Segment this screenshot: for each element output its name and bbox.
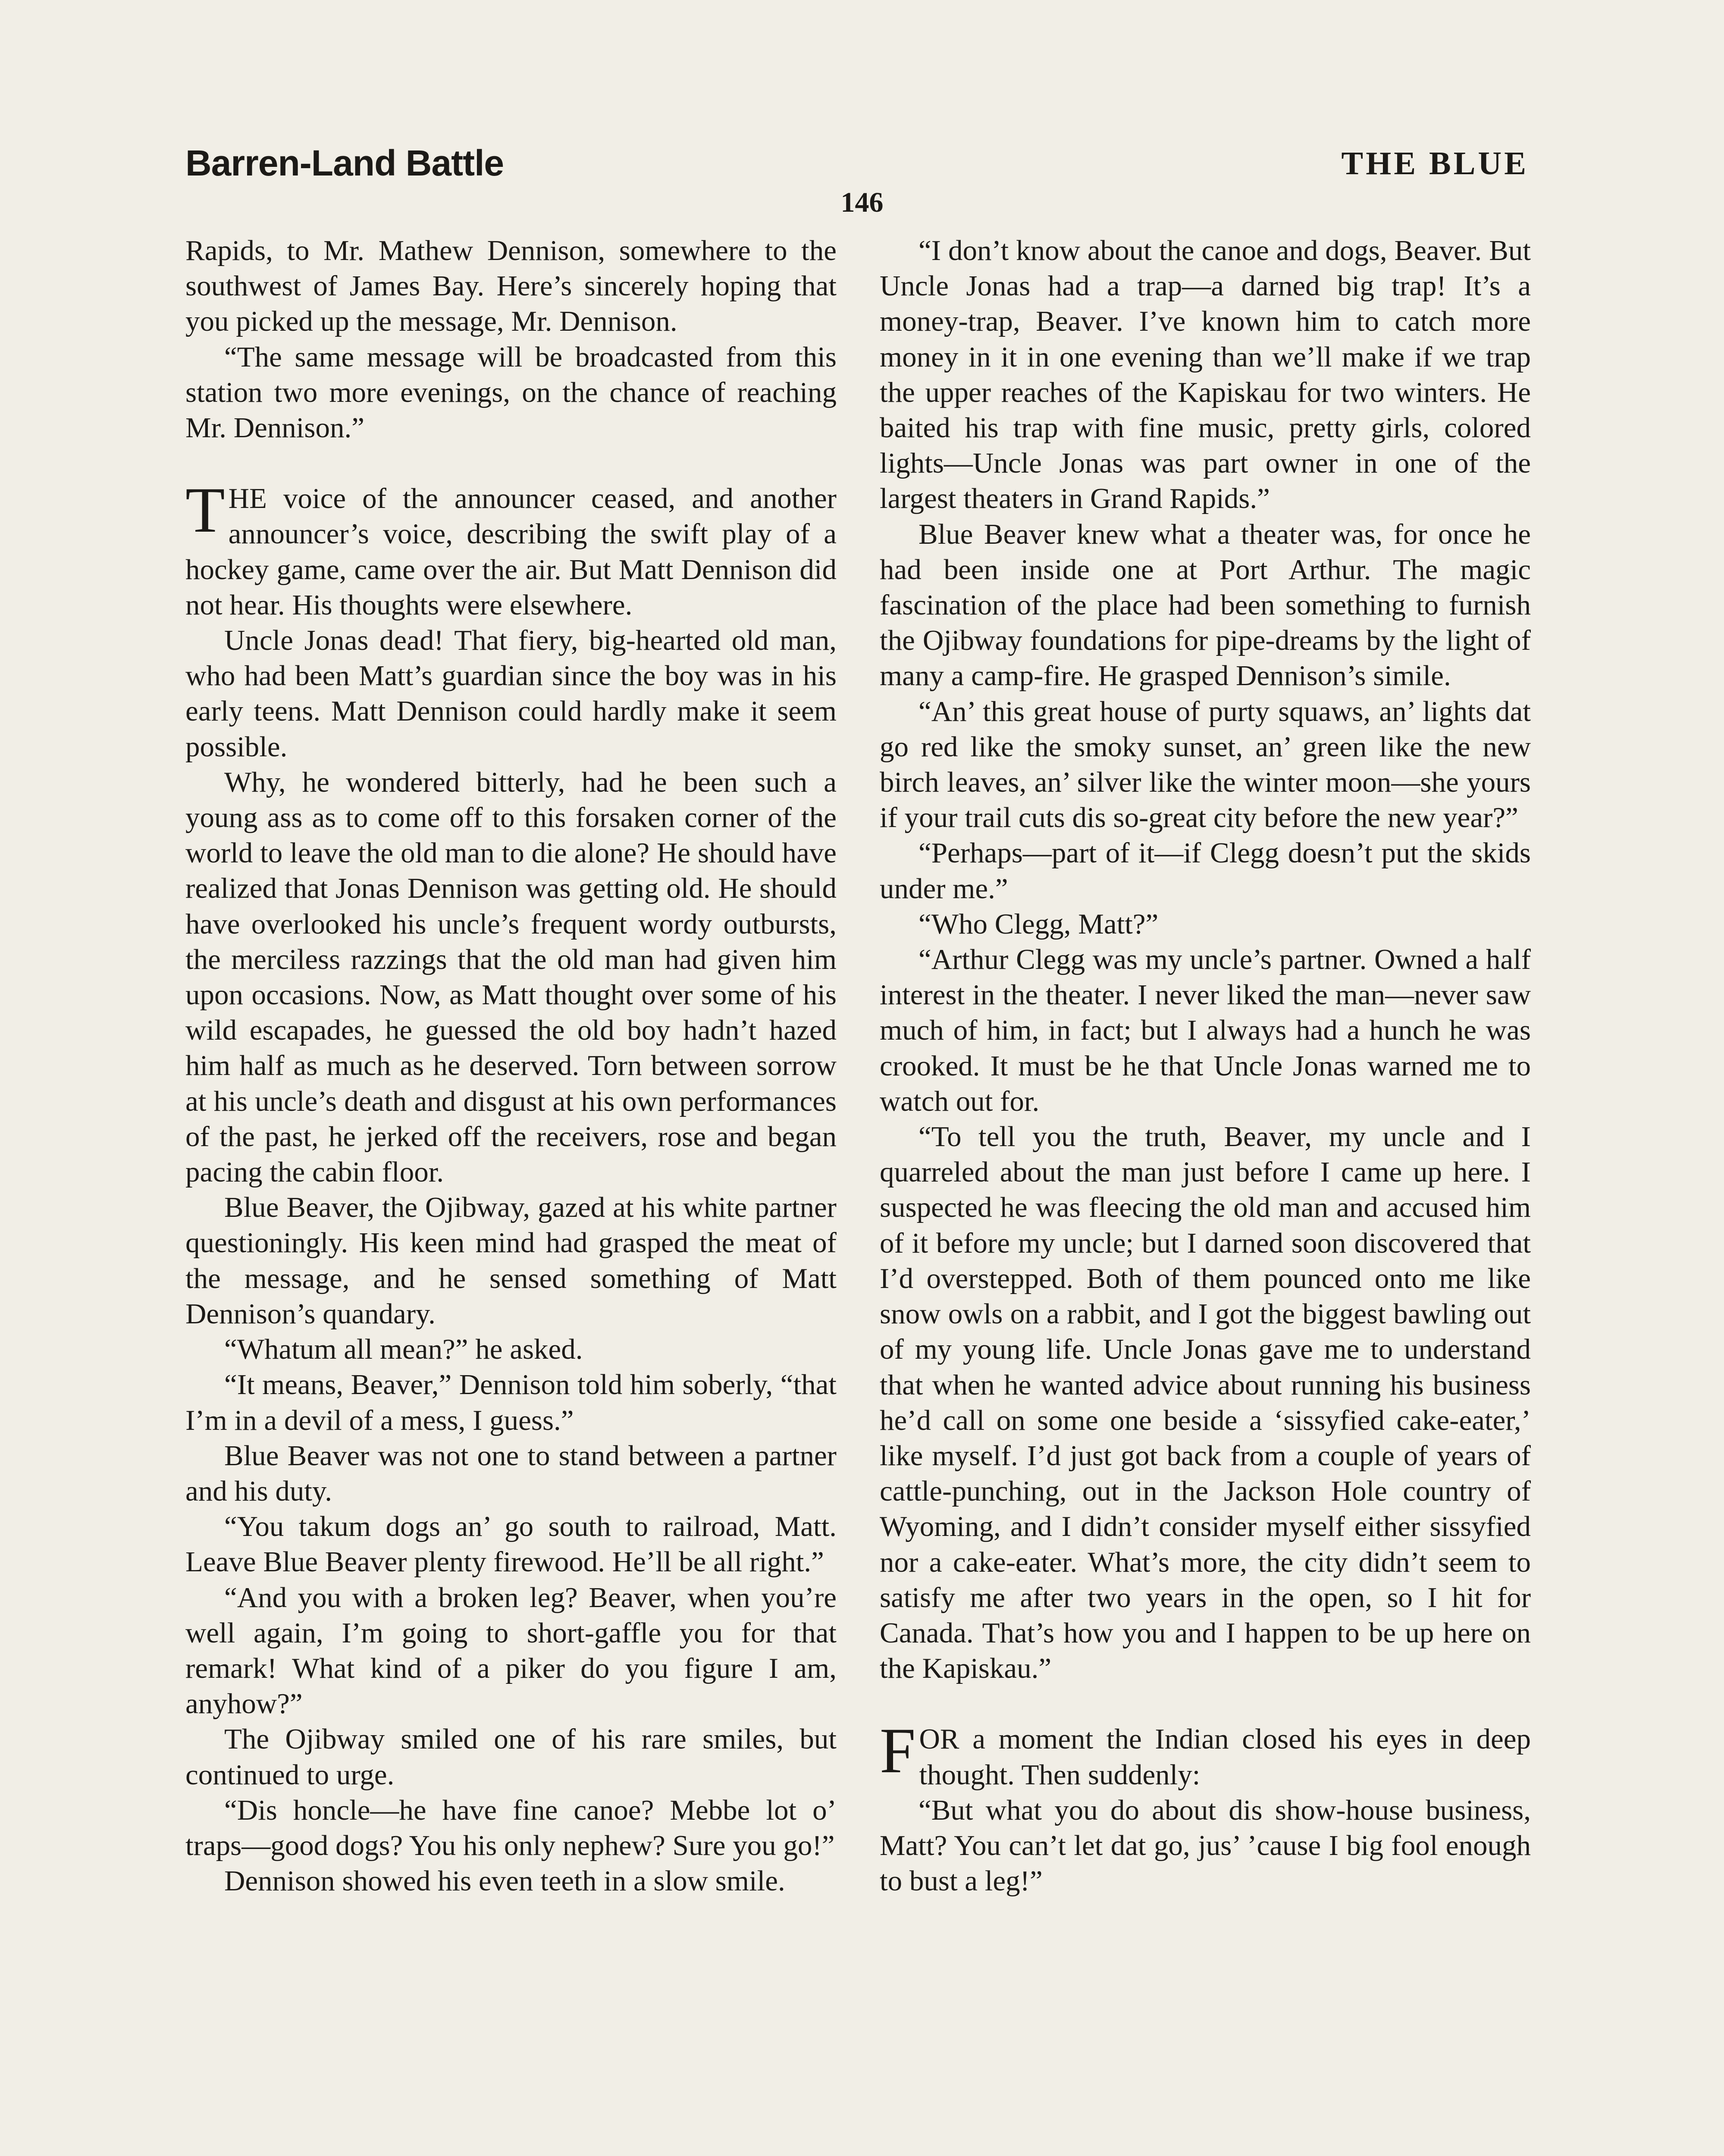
paragraph: Dennison showed his even teeth in a slow smile. [224,1865,785,1897]
paragraph: “I don’t know about the canoe and dogs, Beaver. But Uncle Jonas had a trap—a darned big trap! It’s a money-trap, Beaver. I’ve known him to catch more money in it in one evening than we’ll make if we trap the upper reaches of the Kapiskau for two winters. He baited his trap with fine music, pretty girls, colored lights—Uncle Jonas was part owner in one of the largest theaters in Grand Rapids.” [880,235,1531,515]
drop-cap: F [880,1715,916,1787]
paragraph: “Who Clegg, Matt?” [918,908,1159,940]
paragraph: “You takum dogs an’ go south to railroad, Matt. Leave Blue Beaver plenty firewood. He’ll be all right.” [185,1510,837,1578]
paragraph: “An’ this great house of purty squaws, an’ lights dat go red like the smoky sunset, an’ green like the new birch leaves, an’ silver like the winter moon—she yours if your trail cuts dis so-great city before the new year?” [880,695,1531,834]
page-number: 146 [840,187,884,218]
paragraph: The Ojibway smiled one of his rare smiles, but continued to urge. [185,1723,837,1791]
paragraph [185,474,837,623]
paragraph: “Dis honcle—he have fine canoe? Mebbe lot o’ traps—good dogs? You his only nephew? Sure you go!” [185,1794,837,1861]
magazine-title: THE BLUE [1341,145,1529,182]
paragraph: Uncle Jonas dead! That fiery, big-hearted old man, who had been Matt’s guardian since the boy was in his early teens. Matt Dennison could hardly make it seem possible. [185,624,837,763]
paragraph: Blue Beaver, the Ojibway, gazed at his white partner questioningly. His keen mind had grasped the meat of the message, and he sensed something of Matt Dennison’s quandary. [185,1191,837,1330]
story-title: Barren-Land Battle [185,143,504,183]
paragraph: “The same message will be broadcasted from this station two more evenings, on the chance of reaching Mr. Dennison.” [185,341,837,444]
paragraph: Blue Beaver knew what a theater was, for once he had been inside one at Port Arthur. The magic fascination of the place had been something to furnish the Ojibway foundations for pipe-dreams by the light of many a camp-fire. He grasped Dennison’s simile. [880,518,1531,692]
paragraph: “And you with a broken leg? Beaver, when you’re well again, I’m going to short-gaffle you for that remark! What kind of a piker do you figure I am, anyhow?” [185,1581,837,1720]
paragraph: Why, he wondered bitterly, had he been such a young ass as to come off to this forsaken corner of the world to leave the old man to die alone? He should have realized that Jonas Dennison was getting old. He should have overlooked his uncle’s frequent wordy outbursts, the merciless razzings that the old man had given him upon occasions. Now, as Matt thought over some of his wild escapades, he guessed the old boy hadn’t hazed him half as much as he deserved. Torn between sorrow at his uncle’s death and disgust at his own performances of the past, he jerked off the receivers, rose and began pacing the cabin floor. [185,766,837,1188]
paragraph: Rapids, to Mr. Mathew Dennison, somewhere to the southwest of James Bay. Here’s sincerely hoping that you picked up the message, Mr. Dennison. [185,235,837,338]
paragraph: Blue Beaver was not one to stand between a partner and his duty. [185,1439,837,1507]
paragraph [880,1715,1531,1792]
right-column [880,233,1531,1899]
drop-cap: T [185,474,225,546]
paragraph: “Perhaps—part of it—if Clegg doesn’t put the skids under me.” [880,837,1531,905]
paragraph: “To tell you the truth, Beaver, my uncle and I quarreled about the man just before I came up here. I suspected he was fleecing the old man and accused him of it before my uncle; but I darned soon discovered that I’d overstepped. Both of them pounced onto me like snow owls on a rabbit, and I got the biggest bawling out of my young life. Uncle Jonas gave me to understand that when he wanted advice about running his business he’d call on some one beside a ‘sissyfied cake-eater,’ like myself. I’d just got back from a couple of years of cattle-punching, out in the Jackson Hole country of Wyoming, and I didn’t consider myself either sissyfied nor a cake-eater. What’s more, the city didn’t seem to satisfy me after two years in the open, so I hit for Canada. That’s how you and I happen to be up here on the Kapiskau.” [880,1121,1531,1685]
left-column [185,233,837,1899]
paragraph: “It means, Beaver,” Dennison told him soberly, “that I’m in a devil of a mess, I guess.” [185,1369,837,1436]
paragraph-text: OR a moment the Indian closed his eyes in deep thought. Then suddenly: [919,1723,1531,1791]
paragraph: “Whatum all mean?” he asked. [224,1333,583,1366]
paragraph: “But what you do about dis show-house business, Matt? You can’t let dat go, jus’ ’cause I big fool enough to bust a leg!” [880,1794,1531,1897]
paragraph-text: HE voice of the announcer ceased, and another announcer’s voice, describing the swift play of a hockey game, came over the air. But Matt Dennison did not hear. His thoughts were elsewhere. [185,483,837,621]
paragraph: “Arthur Clegg was my uncle’s partner. Owned a half interest in the theater. I never liked the man—never saw much of him, in fact; but I always had a hunch he was crooked. It must be he that Uncle Jonas warned me to watch out for. [880,943,1531,1117]
